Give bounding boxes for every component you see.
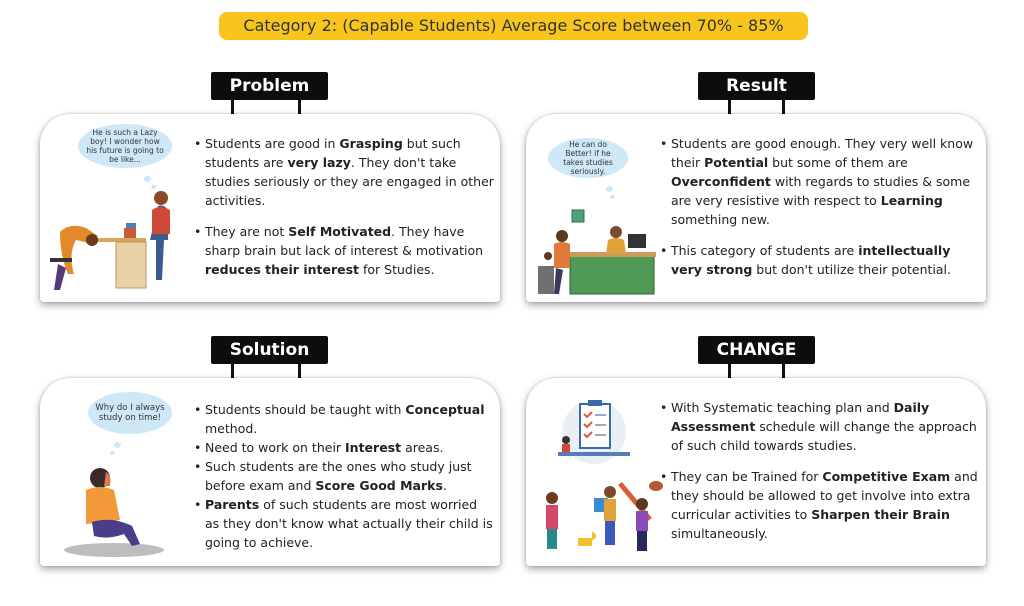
kid-head <box>604 486 616 498</box>
kids-activities-illustration <box>538 478 668 558</box>
kid-body <box>546 505 558 529</box>
result-thought-cloud <box>548 138 628 178</box>
solution-label: Solution <box>211 336 328 364</box>
result-card <box>526 114 986 302</box>
solution-point-1: • Students should be taught with Conceptual method. <box>194 400 494 438</box>
desk <box>96 238 146 242</box>
solution-card <box>40 378 500 566</box>
lazy-student-illustration <box>46 184 176 296</box>
teacher-body <box>606 238 626 254</box>
problem-post-right <box>298 100 301 114</box>
kid-body <box>636 511 648 531</box>
boy-head <box>86 234 98 246</box>
change-post-right <box>782 364 785 378</box>
result-point-1: • Students are good enough. They very well know their Potential but some of them are Overconfident with regards to studies & some are very resistive with respect to Learning something new. <box>660 134 980 229</box>
problem-label: Problem <box>211 72 328 100</box>
solution-point-3: • Such students are the ones who study just before exam and Score Good Marks. <box>194 457 494 495</box>
chair <box>538 266 554 294</box>
child-head <box>544 252 552 260</box>
kid-body <box>604 499 616 521</box>
books <box>126 223 136 228</box>
kid-head <box>546 492 558 504</box>
parent-body <box>554 242 570 268</box>
problem-thought-text: He is such a Lazy boy! I wonder how his future is going to be like... <box>86 128 164 164</box>
office-desk <box>570 256 654 294</box>
checklist-illustration <box>554 396 634 468</box>
result-thought-text: He can do Better! if he takes studies seriously. <box>563 140 613 176</box>
change-label: CHANGE <box>698 336 815 364</box>
puzzle-piece <box>578 532 596 546</box>
worried-student-illustration <box>62 460 172 560</box>
thought-dot <box>610 195 615 199</box>
change-card <box>526 378 986 566</box>
monitor <box>628 234 646 248</box>
floor-shadow <box>64 543 164 557</box>
thought-dot <box>144 176 151 182</box>
kid-legs <box>547 529 557 549</box>
result-label: Result <box>698 72 815 100</box>
student-legs <box>92 520 140 546</box>
solution-thought-text: Why do I always study on time! <box>95 403 165 423</box>
student-body <box>86 487 120 524</box>
boy-legs <box>54 264 66 290</box>
solution-post-right <box>298 364 301 378</box>
thought-dot <box>110 451 115 455</box>
result-post-left <box>728 100 731 114</box>
thought-dot <box>114 442 121 448</box>
thought-dot <box>606 186 613 192</box>
change-post-left <box>728 364 731 378</box>
parent-head <box>556 230 568 242</box>
solution-point-2: • Need to work on their Interest areas. <box>194 438 494 457</box>
result-point-2: • This category of students are intellectually very strong but don't utilize their potential. <box>660 241 980 279</box>
problem-point-2: • They are not Self Motivated. They have sharp brain but lack of interest & motivation reduces their interest for Studies. <box>194 222 494 279</box>
problem-post-left <box>231 100 234 114</box>
teacher-parent-illustration <box>536 206 656 298</box>
desk-cabinet <box>116 242 146 288</box>
teacher-head <box>610 226 622 238</box>
kid-legs <box>637 531 647 551</box>
solution-thought-cloud <box>88 392 172 434</box>
problem-card <box>40 114 500 302</box>
parent-legs <box>554 268 563 294</box>
mother-top <box>152 207 170 234</box>
clipboard-clip <box>588 400 602 406</box>
mother-head <box>154 191 168 205</box>
result-post-right <box>782 100 785 114</box>
solution-post-left <box>231 364 234 378</box>
sleeping-boy <box>60 226 98 274</box>
books <box>124 228 136 238</box>
problem-thought-cloud <box>78 124 172 168</box>
desk-mini <box>558 452 630 456</box>
category-title-banner: Category 2: (Capable Students) Average Score between 70% - 85% <box>219 12 808 40</box>
kid-legs <box>605 521 615 545</box>
person-mini-body <box>562 444 570 452</box>
kid-head <box>636 498 648 510</box>
person-mini <box>562 436 570 444</box>
wall-frame <box>572 210 584 222</box>
chair <box>50 258 72 262</box>
problem-point-1: • Students are good in Grasping but such students are very lazy. They don't take studies seriously or they are engaged in other activities. <box>194 134 494 210</box>
solution-point-4: • Parents of such students are most worried as they don't know what actually their child is going to achieve. <box>194 495 494 552</box>
change-point-2: • They can be Trained for Competitive Exam and they should be allowed to get involve into extra curricular activities to Sharpen their Brain simultaneously. <box>660 467 980 543</box>
change-point-1: • With Systematic teaching plan and Daily Assessment schedule will change the approach of such child towards studies. <box>660 398 980 455</box>
